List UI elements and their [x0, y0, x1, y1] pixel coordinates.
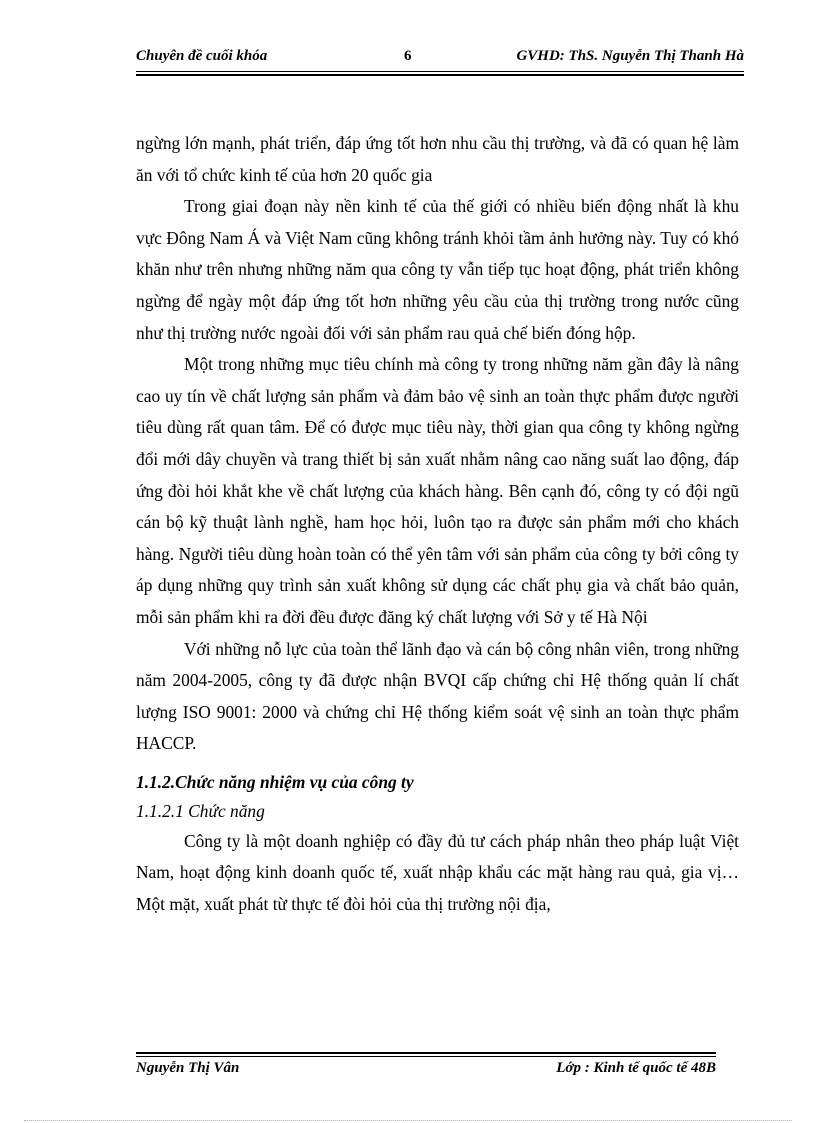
footer-class: Lớp : Kinh tế quốc tế 48B — [556, 1060, 716, 1076]
footer-author: Nguyễn Thị Vân — [136, 1060, 240, 1076]
paragraph-economic-context: Trong giai đoạn này nền kinh tế của thế giới có nhiều biến động nhất là khu vực Đông Nam Á và Việt Nam cũng không tránh khỏi tầm ảnh hưởng này. Tuy có khó khăn như trên nhưng những năm qua công ty vẫn tiếp tục hoạt động, phát triển không ngừng để ngày một đáp ứng tốt hơn những yêu cầu của thị trường trong nước cũng như thị trường nước ngoài đối với sản phẩm rau quả chế biến đóng hộp. — [136, 196, 739, 343]
paragraph-quality-goals: Một trong những mục tiêu chính mà công ty trong những năm gần đây là nâng cao uy tín về chất lượng sản phẩm và đảm bảo vệ sinh an toàn thực phẩm được người tiêu dùng rất quan tâm. Để có được mục tiêu này, thời gian qua công ty không ngừng đổi mới dây chuyền và trang thiết bị sản xuất nhằm nâng cao năng suất lao động, đáp ứng đòi hỏi khắt khe về chất lượng của khách hàng. Bên cạnh đó, công ty có đội ngũ cán bộ kỹ thuật lành nghề, ham học hỏi, luôn tạo ra được sản phẩm mới cho khách hàng. Người tiêu dùng hoàn toàn có thể yên tâm với sản phẩm của công ty bởi công ty áp dụng những quy trình sản xuất không sử dụng các chất phụ gia và chất bảo quản, mỗi sản phẩm khi ra đời đều được đăng ký chất lượng với Sở y tế Hà Nội — [136, 354, 739, 627]
page-header — [136, 48, 744, 70]
paragraph-functions: Công ty là một doanh nghiệp có đầy đủ tư cách pháp nhân theo pháp luật Việt Nam, hoạt động kinh doanh quốc tế, xuất nhập khẩu các mặt hàng rau quả, gia vị…Một mặt, xuất phát từ thực tế đòi hỏi của thị trường nội địa, — [136, 830, 739, 915]
subsection-heading: 1.1.2.1 Chức năng — [136, 800, 265, 821]
paragraph-certifications: Với những nỗ lực của toàn thể lãnh đạo và cán bộ công nhân viên, trong những năm 2004-2005, công ty đã được nhận BVQI cấp chứng chỉ Hệ thống quản lí chất lượng ISO 9001: 2000 và chứng chỉ Hệ thống kiểm soát vệ sinh an toàn thực phẩm HACCP. — [136, 638, 739, 754]
page-footer — [136, 1060, 716, 1082]
header-divider — [136, 71, 744, 72]
page-body — [136, 128, 739, 921]
header-page-number: 6 — [404, 48, 412, 64]
footer-divider — [136, 1056, 716, 1057]
header-supervisor: GVHD: ThS. Nguyễn Thị Thanh Hà — [516, 48, 744, 64]
footer-divider-thick — [136, 1052, 716, 1054]
page-edge-divider — [24, 1120, 792, 1121]
header-document-title: Chuyên đề cuối khóa — [136, 48, 268, 64]
header-divider-thick — [136, 74, 744, 76]
paragraph-continuation: ngừng lớn mạnh, phát triển, đáp ứng tốt hơn nhu cầu thị trường, và đã có quan hệ làm ăn với tổ chức kinh tế của hơn 20 quốc gia — [136, 133, 739, 185]
section-heading: 1.1.2.Chức năng nhiệm vụ của công ty — [136, 771, 414, 792]
